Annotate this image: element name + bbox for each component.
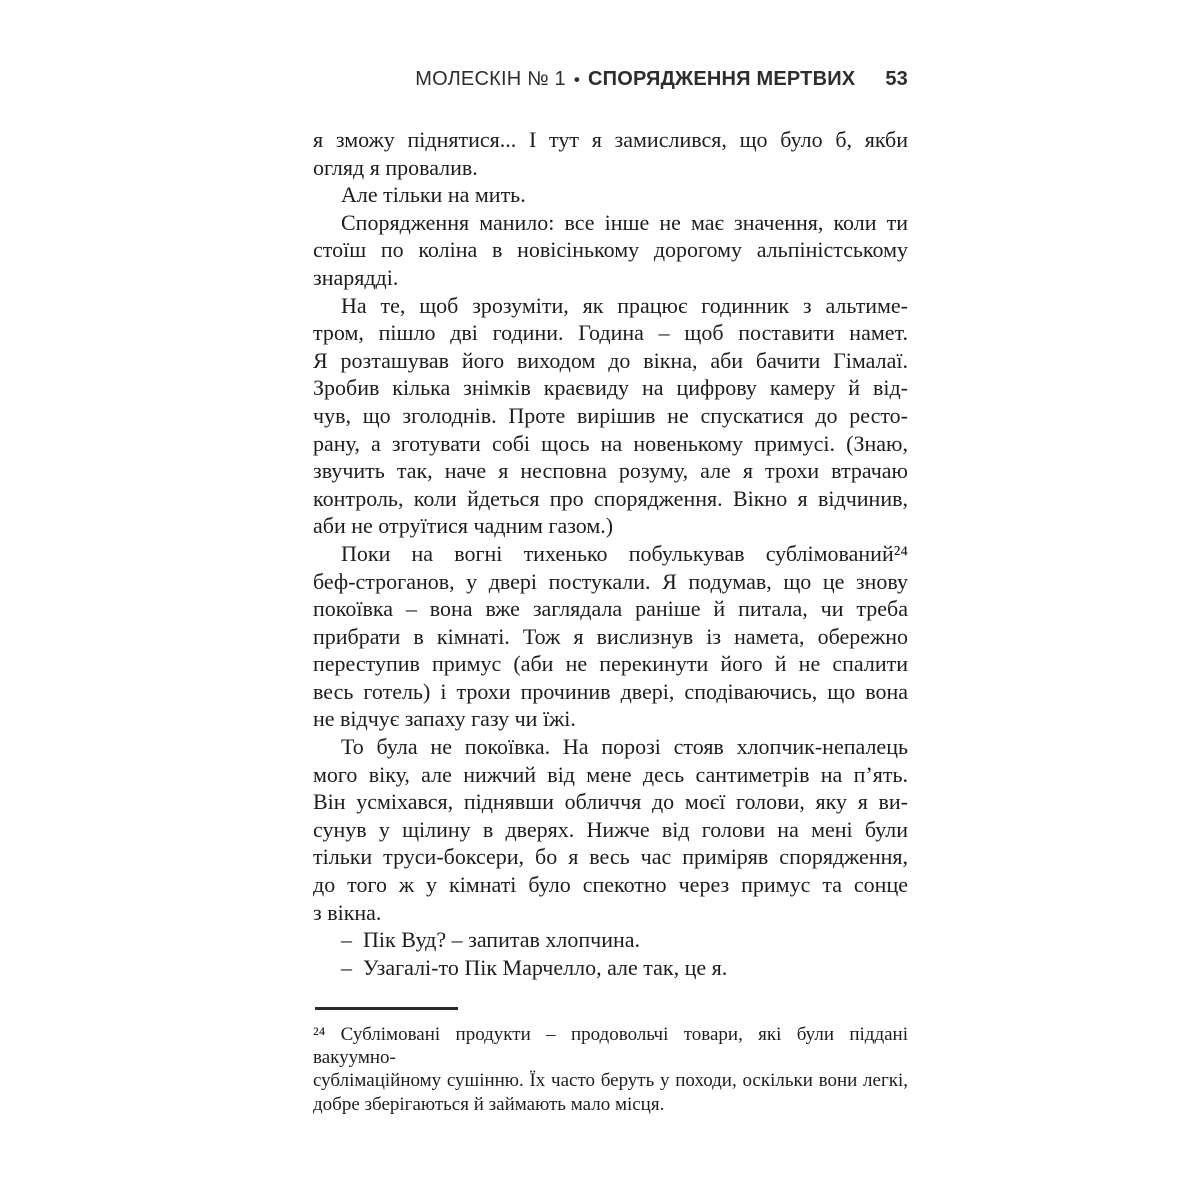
text-line: Він усміхався, піднявши обличчя до моєї голови, яку я ви- <box>313 789 908 815</box>
text-line: тільки труси-боксери, бо я весь час приміряв спорядження, <box>313 844 908 870</box>
running-header <box>415 68 908 91</box>
text-line: переступив примус (аби не перекинути його й не спалити <box>313 651 908 677</box>
text-line: я зможу піднятися... І тут я замислився, що було б, якби <box>313 127 908 152</box>
header-chapter-title: СПОРЯДЖЕННЯ МЕРТВИХ <box>588 68 856 90</box>
text-line: мого віку, але нижчий від мене десь сантиметрів на п’ять. <box>313 761 908 787</box>
header-separator-bullet: • <box>573 70 581 89</box>
text-line: огляд я провалив. <box>313 154 478 180</box>
text-line: покоївка – вона вже заглядала раніше й питала, чи треба <box>313 596 908 622</box>
text-line: сунув у щілину в дверях. Нижче від голови на мені були <box>313 816 908 842</box>
text-line: Спорядження манило: все інше не має значення, коли ти <box>341 209 908 235</box>
footnote-text <box>313 1023 908 1116</box>
text-line: Я розташував його виходом до вікна, аби бачити Гімалаї. <box>313 347 908 373</box>
text-line: весь готель) і трохи прочинив двері, сподіваючись, що вона <box>313 678 908 704</box>
text-line: звучить так, наче я несповна розуму, але я трохи втрачаю <box>313 458 908 484</box>
text-line: стоїш по коліна в новісінькому дорогому альпіністському <box>313 237 908 263</box>
text-line: Зробив кілька знімків краєвиду на цифрову камеру й від- <box>313 375 908 401</box>
text-line: прибрати в кімнаті. Тож я вислизнув із намета, обережно <box>313 623 908 649</box>
footnote-separator-rule <box>315 1007 458 1010</box>
text-line: чув, що зголоднів. Проте вирішив не спускатися до ресто- <box>313 402 908 428</box>
text-line: не відчує запаху газу чи їжі. <box>313 706 576 732</box>
text-line: Поки на вогні тихенько побулькував сублімований²⁴ <box>341 540 908 566</box>
text-line: – Пік Вуд? – запитав хлопчина. <box>341 927 641 953</box>
header-book-title: МОЛЕСКІН № 1 <box>415 68 566 90</box>
text-line: знарядді. <box>313 264 399 290</box>
text-line: То була не покоївка. На порозі стояв хлопчик-непалець <box>341 734 908 760</box>
footnote-line: сублімаційному сушінню. Їх часто беруть у походи, оскільки вони легкі, <box>313 1070 908 1092</box>
text-line: до того ж у кімнаті було спекотно через примус та сонце <box>313 872 908 898</box>
footnote-line: добре зберігаються й займають мало місця. <box>313 1093 665 1115</box>
text-line: тром, пішло дві години. Година – щоб поставити намет. <box>313 320 908 346</box>
text-line: – Узагалі-то Пік Марчелло, але так, це я. <box>341 954 728 980</box>
text-line: беф-строганов, у двері постукали. Я подумав, що це знову <box>313 568 908 594</box>
footnote-line: ²⁴ Сублімовані продукти – продовольчі товари, які були піддані вакуумно- <box>313 1024 908 1069</box>
text-line: контроль, коли йдеться про спорядження. Вікно я відчинив, <box>313 485 908 511</box>
page-number: 53 <box>885 68 908 90</box>
body-text <box>313 126 908 981</box>
text-line: Але тільки на мить. <box>341 182 526 208</box>
text-line: рану, а зготувати собі щось на новенькому примусі. (Знаю, <box>313 430 908 456</box>
text-line: з вікна. <box>313 899 382 925</box>
text-line: На те, щоб зрозуміти, як працює годинник з альтиме- <box>341 292 908 318</box>
text-line: аби не отруїтися чадним газом.) <box>313 513 614 539</box>
